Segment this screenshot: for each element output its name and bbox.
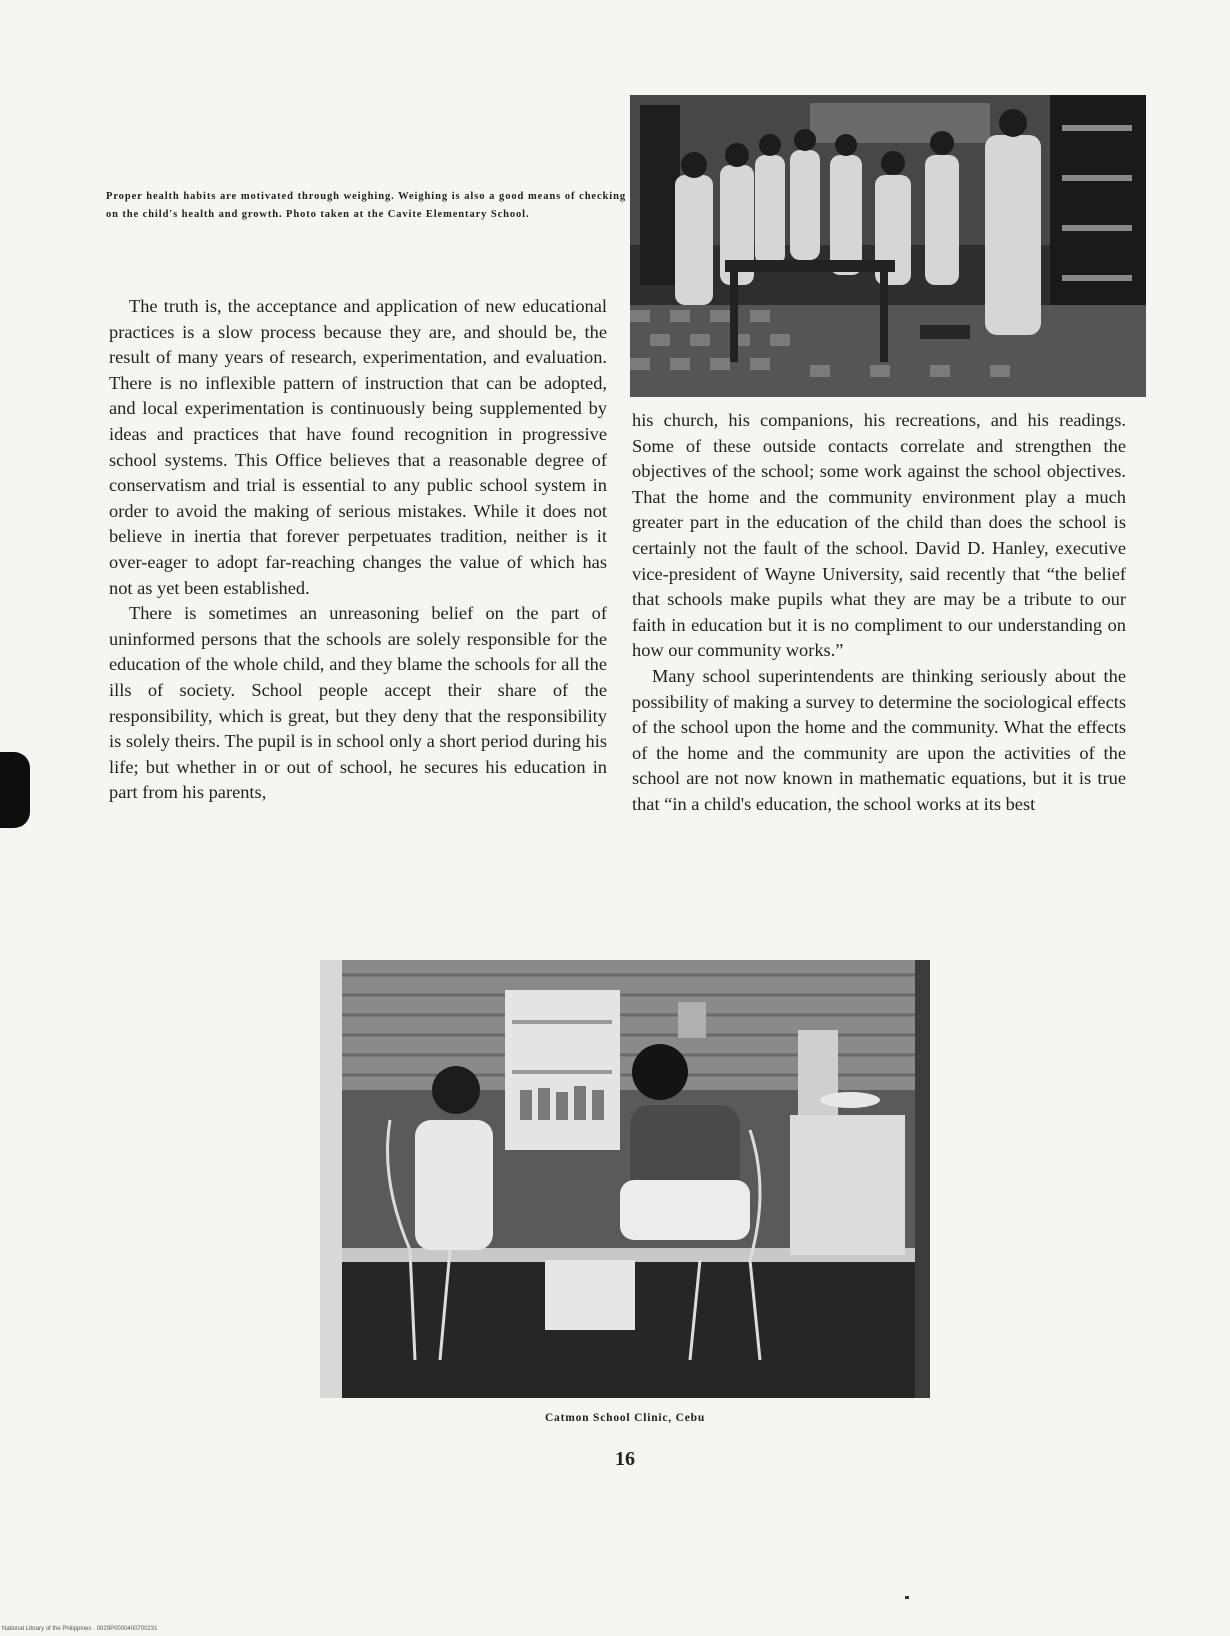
ink-speck bbox=[905, 1596, 909, 1599]
binding-clip-mark bbox=[0, 752, 30, 828]
paragraph: There is sometimes an unreasoning belief on the part of uninformed persons that the schools are solely responsible for the education of the whole child, and they blame the schools for all the ills of society. School people accept their share of the responsibility, which is great, but they deny that the responsibility is solely theirs. The pupil is in school only a short period during his life; but whether in or out of school, he secures his education in part from his parents, bbox=[109, 603, 607, 803]
weighing-photo-caption: Proper health habits are motivated through weighing. Weighing is also a good means of checking on the child's health and growth. Photo taken at the Cavite Elementary School. bbox=[106, 191, 626, 220]
clinic-photo bbox=[320, 960, 930, 1398]
weighing-photo bbox=[630, 95, 1146, 397]
paragraph: The truth is, the acceptance and application of new educational practices is a slow process because they are, and should be, the result of many years of research, experimentation, and evaluation. There is no inflexible pattern of instruction that can be adopted, and local experimentation is continuously being supplemented by ideas and practices that have found recognition in progressive school systems. This Office believes that a reasonable degree of conservatism and trial is essential to any public school system in order to avoid the making of serious mistakes. While it does not believe in inertia that forever perpetuates tradition, neither is it over-eager to adopt far-reaching changes the value of which has not as yet been established. bbox=[109, 296, 607, 598]
right-text-column bbox=[632, 408, 1126, 818]
paragraph: his church, his companions, his recreations, and his readings. Some of these outside contacts correlate and strengthen the objectives of the school; some work against the school objectives. That the home and the community environment play a much greater part in the education of the child than does the school is certainly not the fault of the school. David D. Hanley, executive vice-president of Wayne University, said recently that “the belief that schools make pupils what they are may be a tribute to our faith in education but it is no compliment to our understanding on how our community works.” bbox=[632, 410, 1126, 661]
archive-footer-note: National Library of the Philippines · 0029P0000400700231 bbox=[2, 1626, 158, 1632]
page-number: 16 bbox=[615, 1448, 635, 1470]
left-text-column bbox=[109, 294, 607, 806]
clinic-photo-caption: Catmon School Clinic, Cebu bbox=[544, 1412, 706, 1424]
paragraph: Many school superintendents are thinking seriously about the possibility of making a survey to determine the sociological effects of the school upon the home and the community. What the effects of the home and the community are upon the activities of the school are not now known in mathematic equations, but it is true that “in a child's education, the school works at its best bbox=[632, 665, 1126, 814]
